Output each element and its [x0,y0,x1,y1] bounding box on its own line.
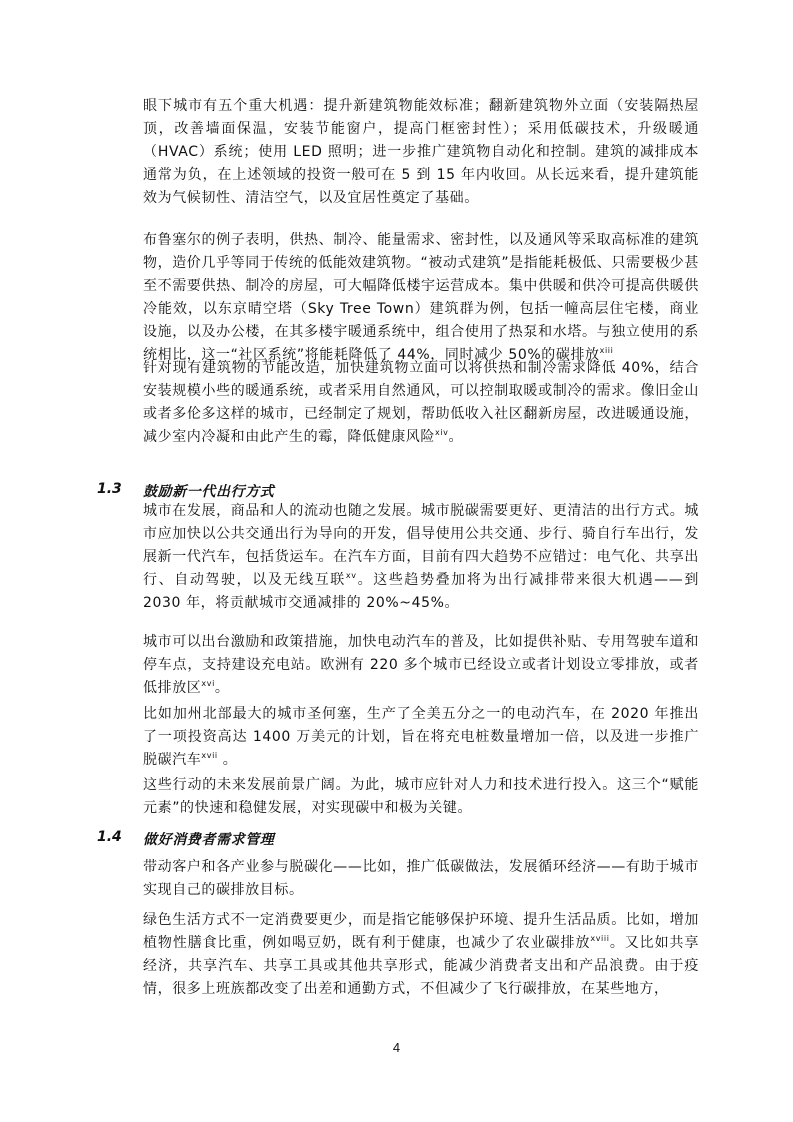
footnote-ref[interactable]: xiii [599,346,614,355]
paragraph-text: 比如加州北部最大的城市圣何塞，生产了全美五分之一的电动汽车，在 2020 年推出了一项投资高达 1400 万美元的计划，旨在将充电桩数量增加一倍，以及进一步推广脱碳汽车 [143,706,699,768]
section-number: 1.3 [97,481,122,497]
footnote-ref[interactable]: xvii [201,751,218,760]
section-title: 做好消费者需求管理 [143,832,275,848]
paragraph-text: 带动客户和各产业参与脱碳化——比如，推广低碳做法，发展循环经济——有助于城市实现自己的碳排放目标。 [143,859,699,898]
paragraph-text: 针对现有建筑物的节能改造，加快建筑物立面可以将供热和制冷需求降低 40%，结合安装规模小些的暖通系统，或者采用自然通风，可以控制取暖或制冷的需求。像旧金山或者多伦多这样的城市，已经制定了规划，帮助低收入社区翻新房屋，改进暖通设施，减少室内冷凝和由此产生的霉，降低健康风险 [143,360,699,445]
paragraph-text: 布鲁塞尔的例子表明，供热、制冷、能量需求、密封性，以及通风等采取高标准的建筑物，造价几乎等同于传统的低能效建筑物。“被动式建筑”是指能耗极低、只需要极少甚至不需要供热、制冷的房屋，可大幅降低楼宇运营成本。集中供暖和供冷可提高供暖供冷能效，以东京晴空塔（Sky Tree Town）建筑群为例，包括一幢高层住宅楼，商业设施，以及办公楼，在其多楼宇暖通系统中，组合使用了热泵和水塔。与独立使用的系统相比，这一“社区系统”将能耗降低了 44%，同时减少 50%的碳排放 [143,232,699,363]
paragraph-green-lifestyle: 绿色生活方式不一定消费要更少，而是指它能够保护环境、提升生活品质。比如，增加植物性膳食比重，例如喝豆奶，既有利于健康，也减少了农业碳排放$^{xviii}$。又比如共享经济，共享汽车、共享工具或其他共享形式，能减少消费者支出和产品浪费。由于疫情，很多上班族都改变了出差和通勤方式，不但减少了飞行碳排放，在某些地方， [143,912,699,997]
section-title: 鼓励新一代出行方式 [143,484,275,500]
paragraph-mobility: 城市在发展，商品和人的流动也随之发展。城市脱碳需要更好、更清洁的出行方式。城市应加快以公共交通出行为导向的开发，倡导使用公共交通、步行、骑自行车出行，发展新一代汽车，包括货运车。在汽车方面，目前有四大趋势不应错过：电气化、共享出行、自动驾驶，以及无线互联$^{xv}$。这些趋势叠加将为出行减排带来很大机遇——到 2030 年，将贡献城市交通减排的 20%~45%。 [143,503,699,611]
footnote-ref[interactable]: xv [345,571,357,580]
paragraph-ev-incentives: 城市可以出台激励和政策措施，加快电动汽车的普及，比如提供补贴、专用驾驶车道和停车点，支持建设充电站。欧洲有 220 多个城市已经设立或者计划设立零排放，或者低排放区$^{xvi}$。 [143,634,699,696]
page-number: 4 [392,1040,401,1055]
paragraph-brussels-example [143,229,699,367]
paragraph-text: 这些行动的未来发展前景广阔。为此，城市应针对人力和技术进行投入。这三个“赋能元素”的快速和稳健发展，对实现碳中和极为关键。 [143,777,699,816]
paragraph-retrofit: 针对现有建筑物的节能改造，加快建筑物立面可以将供热和制冷需求降低 40%，结合安装规模小些的暖通系统，或者采用自然通风，可以控制取暖或制冷的需求。像旧金山或者多伦多这样的城市，已经制定了规划，帮助低收入社区翻新房屋，改进暖通设施，减少室内冷凝和由此产生的霉，降低健康风险$^{xiv}$。 [143,360,699,445]
footnote-ref[interactable]: xiv [435,428,449,437]
paragraph-text: 城市可以出台激励和政策措施，加快电动汽车的普及，比如提供补贴、专用驾驶车道和停车点，支持建设充电站。欧洲有 220 多个城市已经设立或者计划设立零排放，或者低排放区 [143,634,699,696]
paragraph-demand [143,856,699,902]
footnote-ref[interactable]: xviii [590,934,610,943]
paragraph-enablers [143,774,699,820]
section-number: 1.4 [97,829,122,845]
paragraph-text: 绿色生活方式不一定消费要更少，而是指它能够保护环境、提升生活品质。比如，增加植物性膳食比重，例如喝豆奶，既有利于健康，也减少了农业碳排放 [143,912,699,951]
paragraph-text: 城市在发展，商品和人的流动也随之发展。城市脱碳需要更好、更清洁的出行方式。城市应加快以公共交通出行为导向的开发，倡导使用公共交通、步行、骑自行车出行，发展新一代汽车，包括货运车。在汽车方面，目前有四大趋势不应错过：电气化、共享出行、自动驾驶，以及无线互联 [143,503,699,588]
footnote-ref[interactable]: xvi [201,679,215,688]
paragraph-text: 眼下城市有五个重大机遇：提升新建筑物能效标准；翻新建筑物外立面（安装隔热屋顶，改善墙面保温，安装节能窗户，提高门框密封性）；采用低碳技术，升级暖通（HVAC）系统；使用 LED 照明；进一步推广建筑物自动化和控制。建筑的减排成本通常为负，在上述领域的投资一般可在 5 到 15 年内收回。从长远来看，提升建筑能效为气候韧性、清洁空气，以及宜居性奠定了基础。 [143,98,699,206]
paragraph-building-opportunities [143,95,699,210]
paragraph-san-jose: 比如加州北部最大的城市圣何塞，生产了全美五分之一的电动汽车，在 2020 年推出了一项投资高达 1400 万美元的计划，旨在将充电桩数量增加一倍，以及进一步推广脱碳汽车$^{xvii}$ 。 [143,706,699,768]
